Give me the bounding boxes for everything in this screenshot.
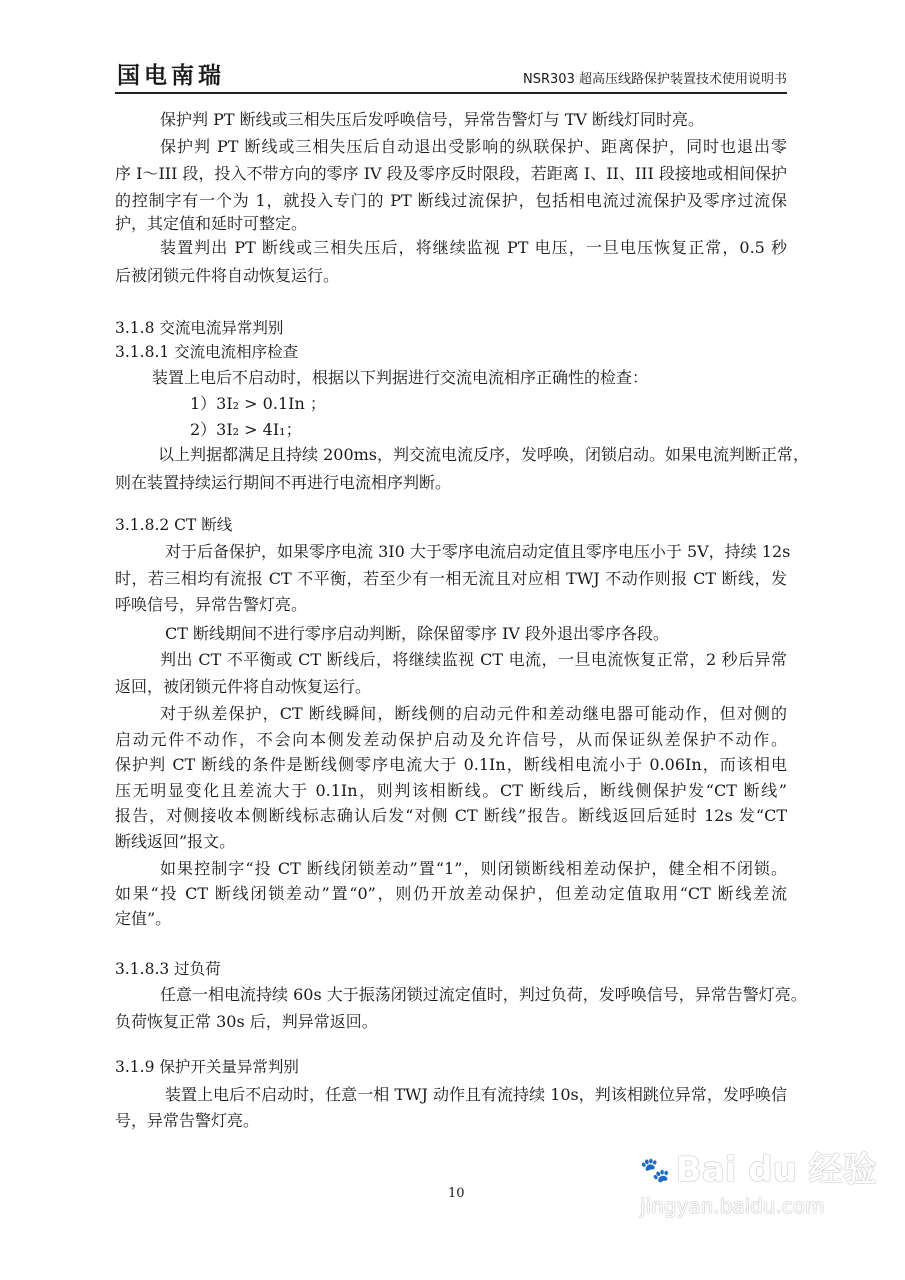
text-line: CT 断线期间不进行零序启动判断，除保留零序 IV 段外退出零序各段。 (165, 624, 670, 643)
text-line: 断线返回”报文。 (115, 832, 236, 851)
text-line: 装置判出 PT 断线或三相失压后，将继续监视 PT 电压，一旦电压恢复正常，0.5 秒 (160, 238, 787, 257)
text-line: 护，其定值和延时可整定。 (115, 214, 308, 233)
text-line: 对于纵差保护，CT 断线瞬间，断线侧的启动元件和差动继电器可能动作，但对侧的 (160, 704, 787, 723)
company-logo: 国电南瑞 (117, 62, 225, 89)
text-line: 则在装置持续运行期间不再进行电流相序判断。 (115, 473, 452, 492)
text-line: 报告，对侧接收本侧断线标志确认后发“对侧 CT 断线”报告。断线返回后延时 12s 发“CT (115, 806, 787, 825)
baidu-watermark (640, 1150, 877, 1218)
section-heading: 3.1.9 保护开关量异常判别 (115, 1058, 299, 1076)
paw-logo-icon: 🐾 (640, 1156, 670, 1184)
text-line: 保护判 CT 断线的条件是断线侧零序电流大于 0.1In，断线相电流小于 0.06In，而该相电 (115, 755, 787, 774)
text-line: 压无明显变化且差流大于 0.1In，则判该相断线。CT 断线后，断线侧保护发“CT 断线” (115, 781, 787, 800)
text-line: 以上判据都满足且持续 200ms，判交流电流反序，发呼唤，闭锁启动。如果电流判断正常， (158, 445, 810, 464)
text-line: 序 I～III 段，投入不带方向的零序 IV 段及零序反时限段，若距离 I、II、III 段接地或相间保护 (115, 164, 787, 183)
text-line: 装置上电后不启动时，任意一相 TWJ 动作且有流持续 10s，判该相跳位异常，发呼唤信 (165, 1085, 787, 1104)
text-line: 定值”。 (115, 909, 172, 928)
section-heading: 3.1.8 交流电流异常判别 (115, 319, 284, 337)
watermark-brand: Bai du 经验 (675, 1150, 877, 1190)
text-line: 时，若三相均有流报 CT 不平衡，若至少有一相无流且对应相 TWJ 不动作则报 CT 断线，发 (115, 569, 787, 588)
text-line: 呼唤信号，异常告警灯亮。 (115, 595, 308, 614)
text-line: 保护判 PT 断线或三相失压后发呼唤信号，异常告警灯与 TV 断线灯同时亮。 (160, 110, 705, 129)
formula-1: 1）3I₂ > 0.1In ； (190, 394, 326, 413)
text-line: 负荷恢复正常 30s 后，判异常返回。 (115, 1012, 378, 1031)
text-line: 如果“投 CT 断线闭锁差动”置“0”，则仍开放差动保护，但差动定值取用“CT 断线差流 (115, 884, 787, 903)
text-line: 任意一相电流持续 60s 大于振荡闭锁过流定值时，判过负荷，发呼唤信号，异常告警灯亮。 (160, 985, 807, 1004)
text-line: 的控制字有一个为 1，就投入专门的 PT 断线过流保护，包括相电流过流保护及零序过流保 (115, 191, 787, 210)
text-line: 后被闭锁元件将自动恢复运行。 (115, 266, 340, 285)
page-number: 10 (448, 1186, 465, 1201)
text-line: 对于后备保护，如果零序电流 3I0 大于零序电流启动定值且零序电压小于 5V，持续 12s (165, 542, 791, 561)
subsection-heading: 3.1.8.3 过负荷 (115, 960, 221, 978)
text-line: 装置上电后不启动时，根据以下判据进行交流电流相序正确性的检查： (152, 368, 649, 387)
watermark-url: jingyan.baidu.com (640, 1194, 825, 1218)
formula-2: 2）3I₂ > 4I₁； (190, 420, 302, 439)
text-line: 号，异常告警灯亮。 (115, 1111, 260, 1130)
subsection-heading: 3.1.8.1 交流电流相序检查 (115, 343, 299, 361)
text-line: 保护判 PT 断线或三相失压后自动退出受影响的纵联保护、距离保护，同时也退出零 (160, 137, 787, 156)
text-line: 返回，被闭锁元件将自动恢复运行。 (115, 677, 372, 696)
text-line: 如果控制字“投 CT 断线闭锁差动”置“1”，则闭锁断线相差动保护，健全相不闭锁。 (160, 859, 787, 878)
document-title: NSR303 超高压线路保护装置技术使用说明书 (523, 72, 787, 87)
subsection-heading: 3.1.8.2 CT 断线 (115, 516, 233, 534)
text-line: 判出 CT 不平衡或 CT 断线后，将继续监视 CT 电流，一旦电流恢复正常，2 秒后异常 (160, 650, 787, 669)
text-line: 启动元件不动作，不会向本侧发差动保护启动及允许信号，从而保证纵差保护不动作。 (115, 730, 787, 749)
header-divider (115, 92, 787, 94)
